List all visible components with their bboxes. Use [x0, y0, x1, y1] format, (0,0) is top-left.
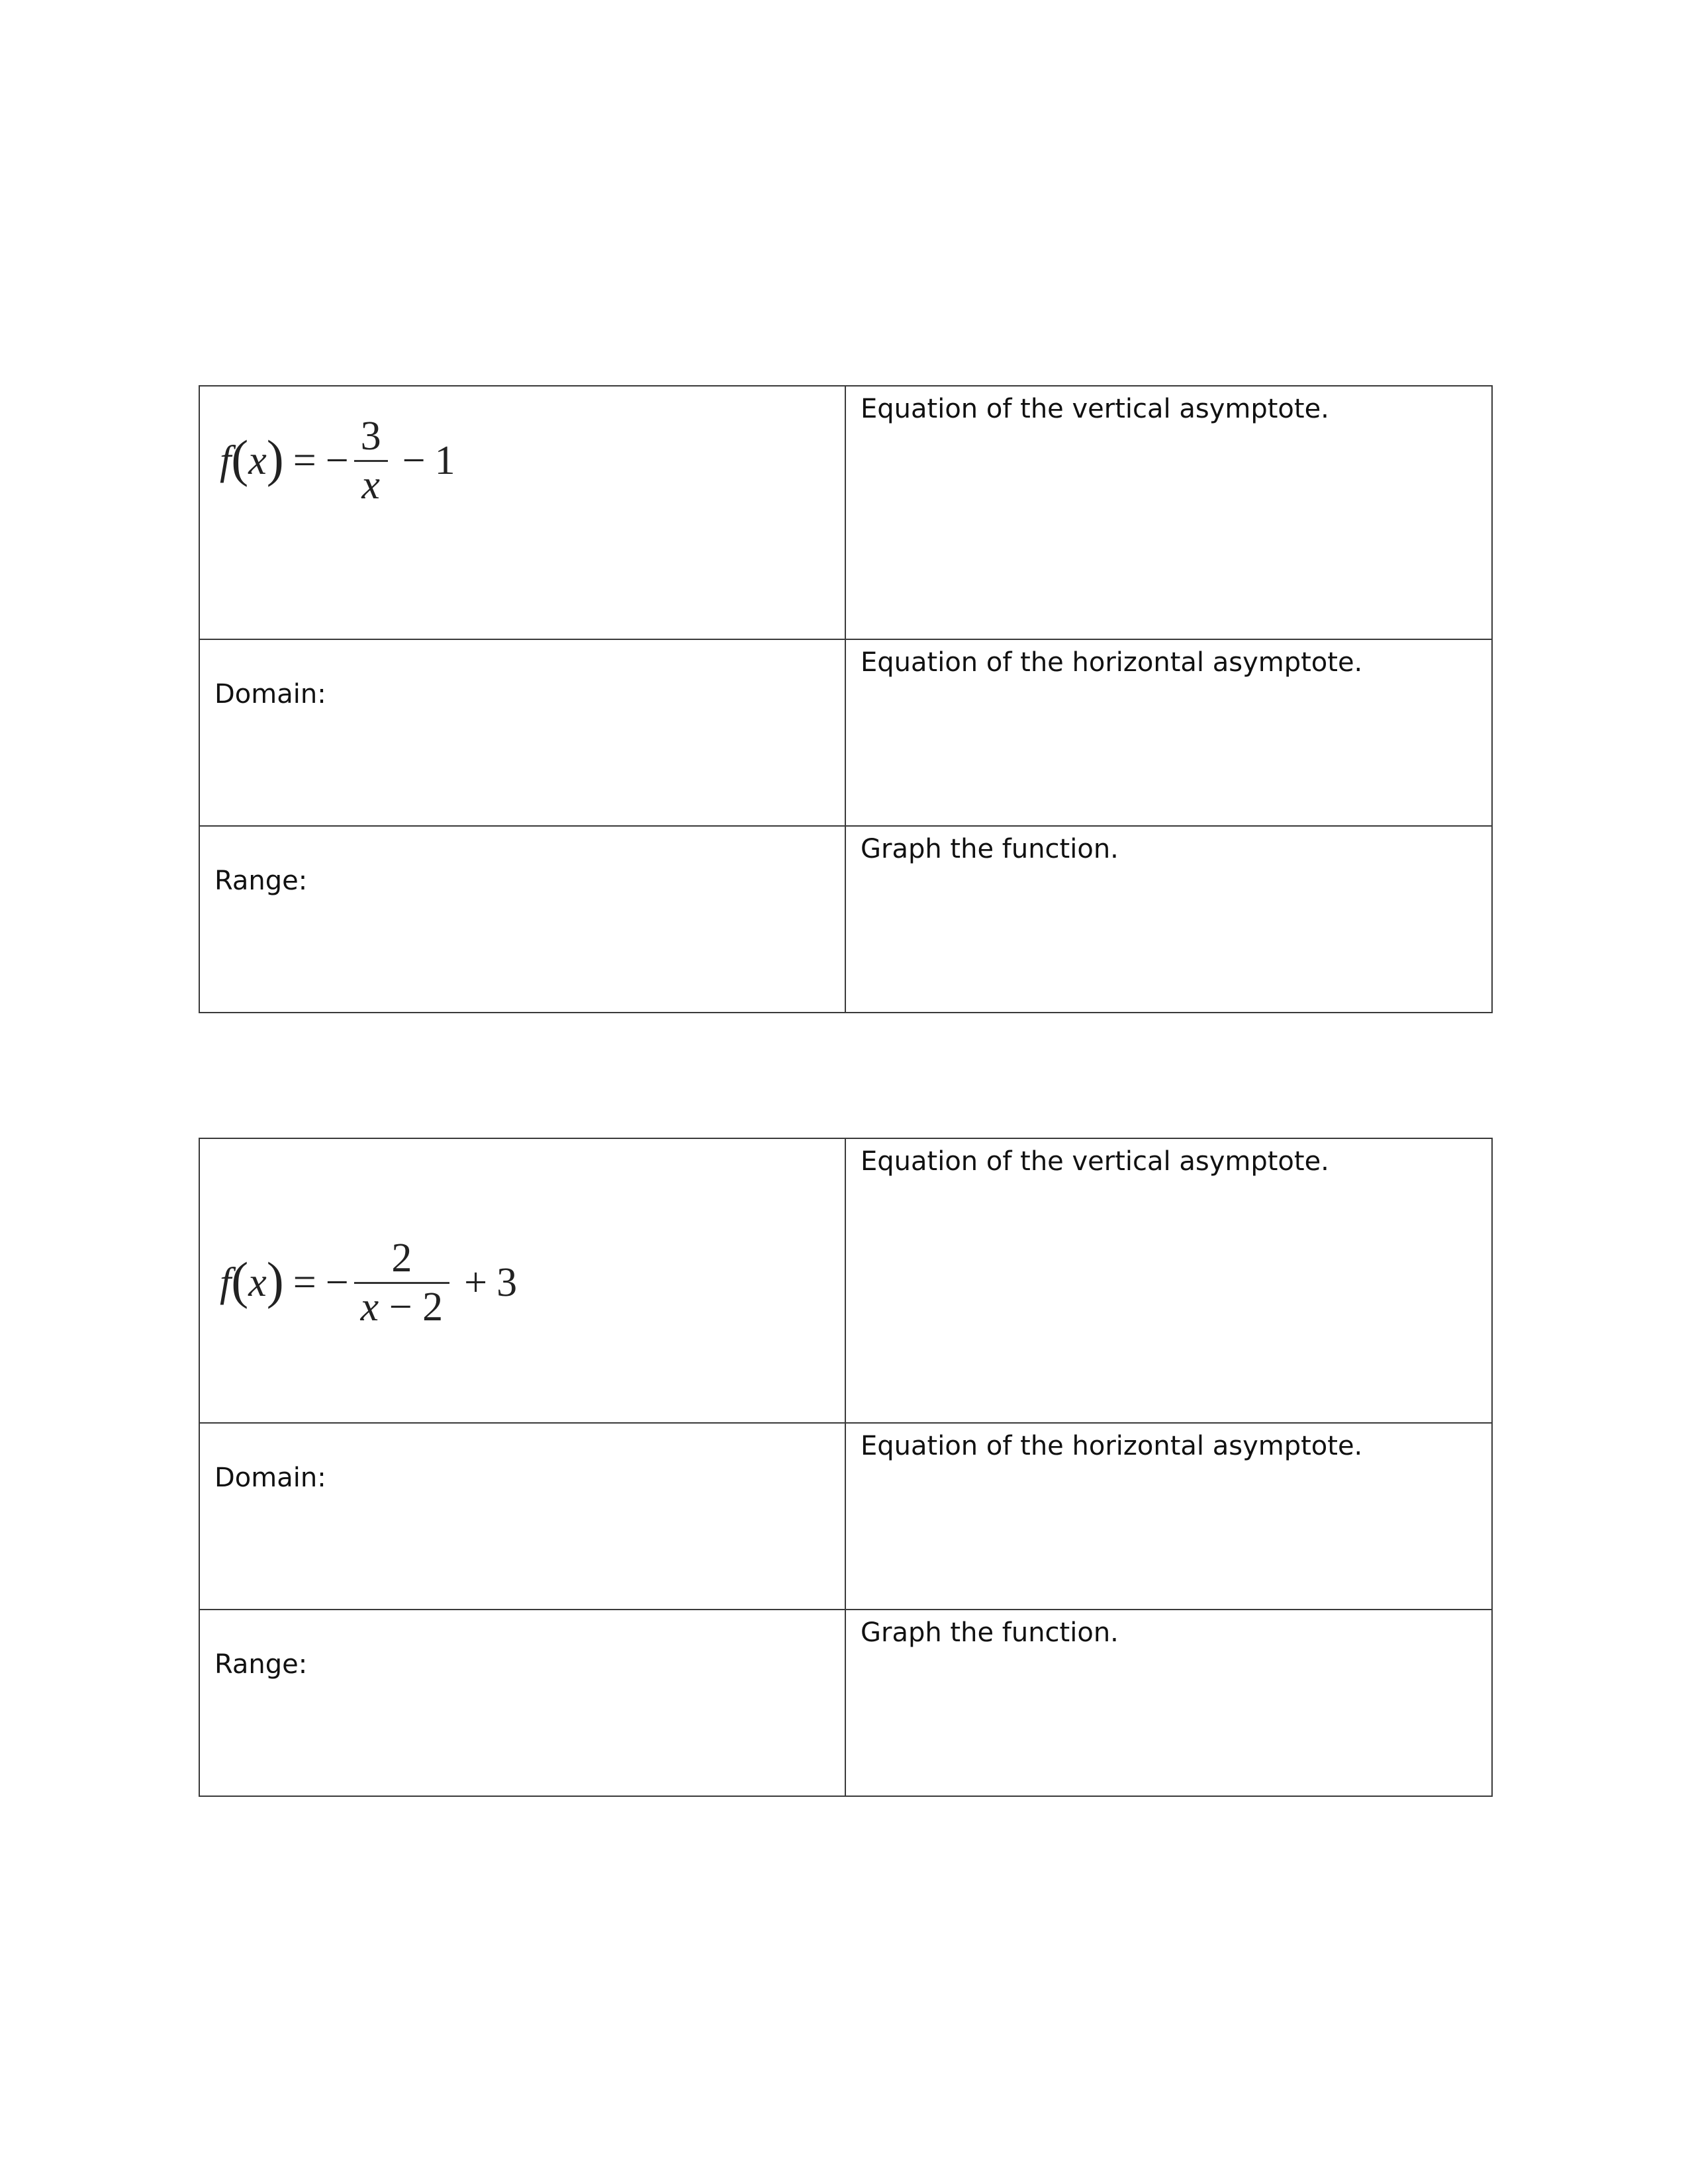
range-cell[interactable]: [199, 826, 845, 1013]
formula-cell: [199, 1138, 845, 1423]
function-name: f: [220, 438, 232, 484]
function-formula: f ( x ) = − $\frac{2}{x - 2}$ + 3: [220, 1235, 517, 1332]
range-cell[interactable]: [199, 1610, 845, 1796]
vertical-asymptote-label: Equation of the vertical asymptote.: [861, 1146, 1329, 1177]
fraction-denominator: x − 2: [360, 1285, 444, 1330]
range-label: Range:: [214, 1649, 308, 1680]
domain-row: [199, 639, 1492, 826]
horizontal-asymptote-label: Equation of the horizontal asymptote.: [861, 647, 1363, 678]
formula-row: [199, 1138, 1492, 1423]
function-formula: f ( x ) = − $\frac{3}{x}$ − 1: [220, 413, 455, 510]
trailing-operator: +: [464, 1260, 488, 1306]
range-label: Range:: [214, 866, 308, 896]
vertical-asymptote-cell[interactable]: [845, 1138, 1492, 1423]
function-variable: x: [248, 1260, 267, 1306]
fraction-denominator: x: [361, 463, 380, 508]
domain-label: Domain:: [214, 1463, 326, 1493]
trailing-constant: 3: [496, 1260, 518, 1306]
domain-label: Domain:: [214, 679, 326, 709]
formula-cell: [199, 386, 845, 639]
graph-label: Graph the function.: [861, 1617, 1119, 1648]
function-name: f: [220, 1260, 232, 1306]
horizontal-asymptote-cell[interactable]: [845, 1423, 1492, 1610]
formula-row: [199, 386, 1492, 639]
leading-sign: −: [325, 438, 349, 484]
vertical-asymptote-label: Equation of the vertical asymptote.: [861, 394, 1329, 424]
fraction: [354, 1235, 450, 1332]
fraction: [354, 413, 388, 510]
graph-cell[interactable]: [845, 826, 1492, 1013]
problem-1-table: [199, 385, 1493, 1013]
horizontal-asymptote-label: Equation of the horizontal asymptote.: [861, 1431, 1363, 1461]
domain-cell[interactable]: [199, 639, 845, 826]
problem-2-table: [199, 1138, 1493, 1797]
vertical-asymptote-cell[interactable]: [845, 386, 1492, 639]
graph-label: Graph the function.: [861, 834, 1119, 864]
function-variable: x: [248, 438, 267, 484]
trailing-operator: −: [402, 438, 426, 484]
range-row: [199, 826, 1492, 1013]
equals-sign: =: [293, 1260, 316, 1306]
trailing-constant: 1: [434, 438, 455, 484]
range-row: [199, 1610, 1492, 1796]
fraction-numerator: 3: [360, 414, 381, 459]
equals-sign: =: [293, 438, 316, 484]
horizontal-asymptote-cell[interactable]: [845, 639, 1492, 826]
fraction-numerator: 2: [391, 1236, 412, 1281]
domain-row: [199, 1423, 1492, 1610]
graph-cell[interactable]: [845, 1610, 1492, 1796]
domain-cell[interactable]: [199, 1423, 845, 1610]
leading-sign: −: [325, 1260, 349, 1306]
